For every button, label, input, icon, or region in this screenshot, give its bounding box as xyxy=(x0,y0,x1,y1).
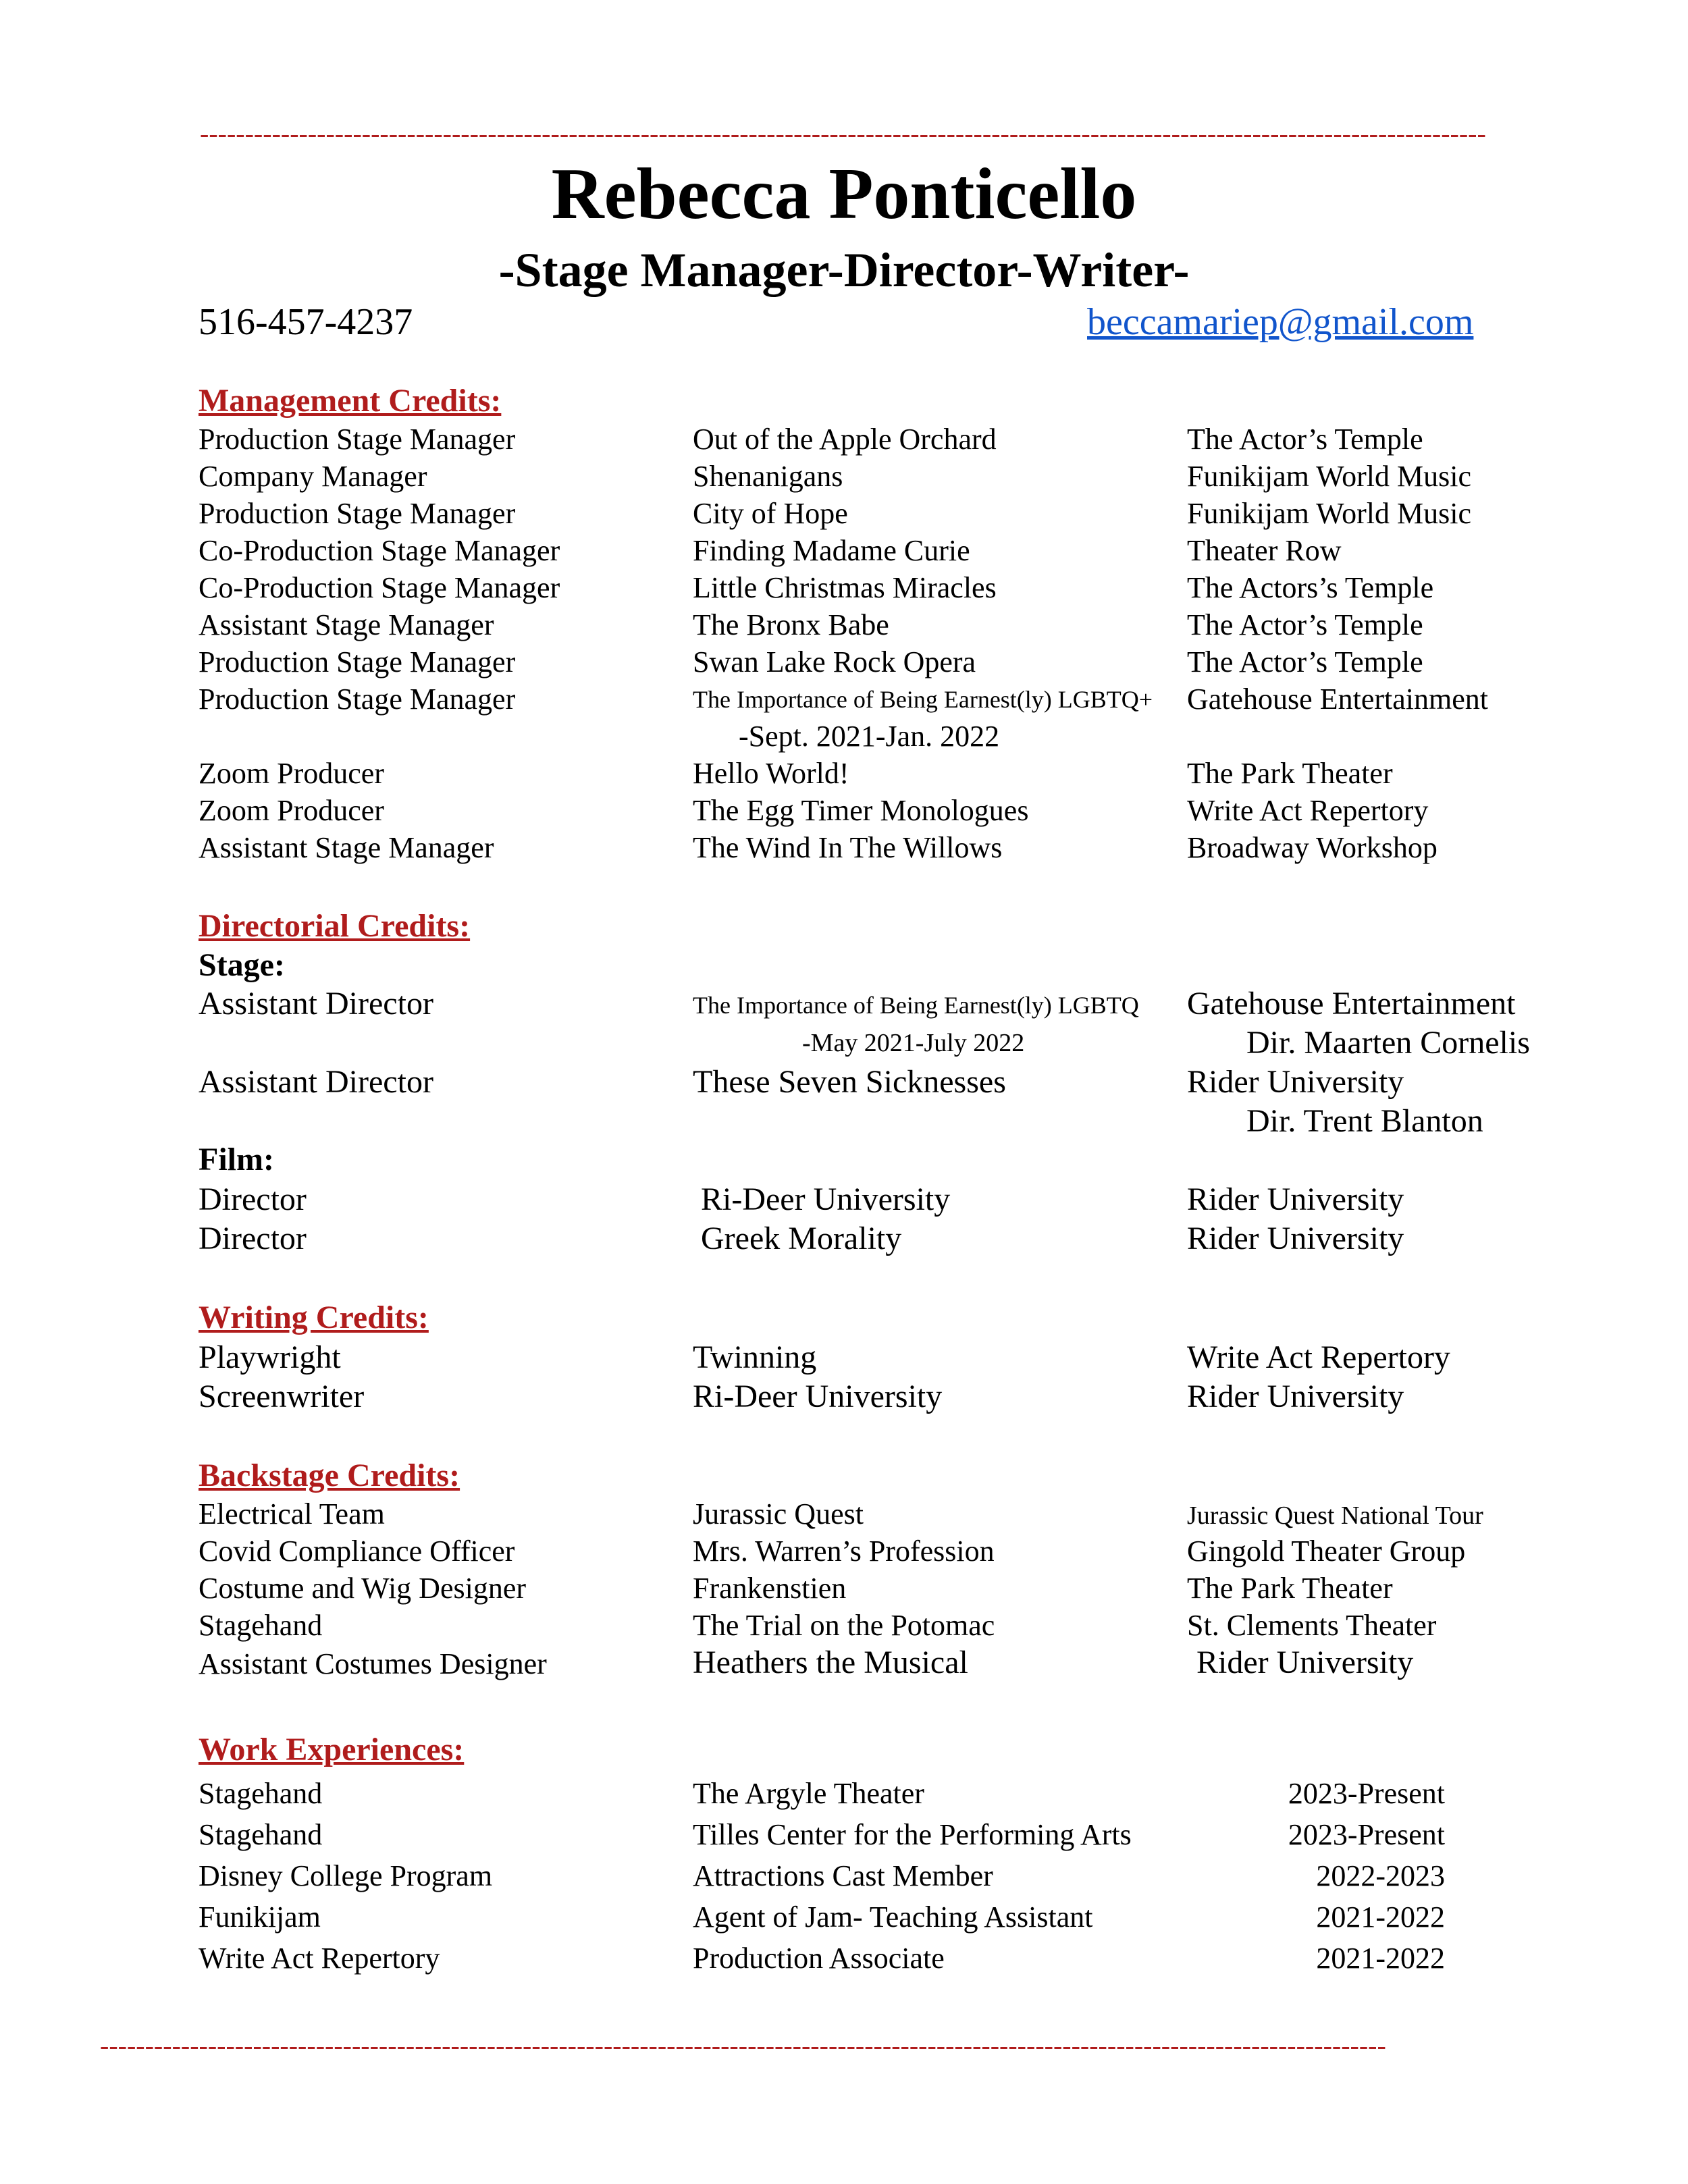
role: Production Stage Manager xyxy=(199,683,516,716)
role: Assistant Stage Manager xyxy=(199,608,494,641)
bottom-divider: ----------------------------------------------------------------------------------------------------------------------------------------------- xyxy=(100,2032,1386,2059)
production: Little Christmas Miracles xyxy=(693,571,997,604)
production: The Importance of Being Earnest(ly) LGBTQ+ xyxy=(693,686,1153,713)
company: Jurassic Quest National Tour xyxy=(1187,1501,1483,1530)
production: Out of the Apple Orchard xyxy=(693,423,997,456)
role: Playwright xyxy=(199,1339,341,1375)
company: The Park Theater xyxy=(1187,1572,1393,1605)
top-divider: ----------------------------------------------------------------------------------------------------------------------------------------------- xyxy=(200,120,1486,147)
director-name: Dir. Maarten Cornelis xyxy=(1246,1025,1530,1061)
role: Costume and Wig Designer xyxy=(199,1572,527,1605)
date-note: -Sept. 2021-Jan. 2022 xyxy=(739,720,1000,753)
company: Write Act Repertory xyxy=(1187,1339,1450,1375)
company: Gatehouse Entertainment xyxy=(1187,986,1516,1021)
role: Stagehand xyxy=(199,1609,323,1642)
company: Gatehouse Entertainment xyxy=(1187,683,1488,716)
director-name: Dir. Trent Blanton xyxy=(1246,1103,1483,1139)
role: Co-Production Stage Manager xyxy=(199,534,560,567)
company: The Park Theater xyxy=(1187,757,1393,790)
production: Hello World! xyxy=(693,757,849,790)
role: Director xyxy=(199,1221,307,1256)
employer: Disney College Program xyxy=(199,1859,493,1892)
management-heading: Management Credits: xyxy=(199,383,502,419)
company: The Actors’s Temple xyxy=(1187,571,1434,604)
company: Theater Row xyxy=(1187,534,1342,567)
employer: Stagehand xyxy=(199,1777,323,1810)
production: Twinning xyxy=(693,1339,817,1375)
dates: 2022-2023 xyxy=(1316,1859,1445,1892)
position: The Argyle Theater xyxy=(693,1777,924,1810)
role: Electrical Team xyxy=(199,1497,385,1530)
dates: 2023-Present xyxy=(1288,1777,1445,1810)
dates: 2021-2022 xyxy=(1316,1942,1445,1975)
phone-number: 516-457-4237 xyxy=(199,301,413,343)
role: Zoom Producer xyxy=(199,757,384,790)
production: The Importance of Being Earnest(ly) LGBTQ xyxy=(693,992,1139,1019)
role: Production Stage Manager xyxy=(199,497,516,530)
company: Rider University xyxy=(1187,1181,1404,1217)
employer: Funikijam xyxy=(199,1900,321,1934)
role: Assistant Stage Manager xyxy=(199,831,494,864)
role: Company Manager xyxy=(199,460,427,493)
production: Ri-Deer University xyxy=(701,1181,951,1217)
production: Jurassic Quest xyxy=(693,1497,864,1530)
position: Tilles Center for the Performing Arts xyxy=(693,1818,1132,1851)
company: Funikijam World Music xyxy=(1187,497,1471,530)
date-note: -May 2021-July 2022 xyxy=(802,1029,1025,1057)
role: Covid Compliance Officer xyxy=(199,1535,515,1568)
resume-name: Rebecca Ponticello xyxy=(551,154,1137,234)
role: Assistant Director xyxy=(199,1064,433,1100)
company: Gingold Theater Group xyxy=(1187,1535,1466,1568)
role: Assistant Costumes Designer xyxy=(199,1647,547,1680)
directorial-heading: Directorial Credits: xyxy=(199,908,471,944)
position: Agent of Jam- Teaching Assistant xyxy=(693,1900,1093,1934)
resume-subtitle: -Stage Manager-Director-Writer- xyxy=(498,243,1190,297)
writing-heading: Writing Credits: xyxy=(199,1300,429,1335)
role: Production Stage Manager xyxy=(199,645,516,678)
position: Production Associate xyxy=(693,1942,945,1975)
company: Write Act Repertory xyxy=(1187,794,1429,827)
production: Shenanigans xyxy=(693,460,843,493)
company: Rider University xyxy=(1187,1379,1404,1414)
company: The Actor’s Temple xyxy=(1187,608,1423,641)
production: The Trial on the Potomac xyxy=(693,1609,995,1642)
company: Broadway Workshop xyxy=(1187,831,1438,864)
production: Ri-Deer University xyxy=(693,1379,943,1414)
company: Rider University xyxy=(1187,1221,1404,1256)
dates: 2021-2022 xyxy=(1316,1900,1445,1934)
role: Co-Production Stage Manager xyxy=(199,571,560,604)
role: Zoom Producer xyxy=(199,794,384,827)
company: Rider University xyxy=(1196,1645,1414,1680)
work-heading: Work Experiences: xyxy=(199,1732,465,1767)
employer: Stagehand xyxy=(199,1818,323,1851)
role: Assistant Director xyxy=(199,986,433,1021)
company: The Actor’s Temple xyxy=(1187,645,1423,678)
position: Attractions Cast Member xyxy=(693,1859,993,1892)
role: Director xyxy=(199,1181,307,1217)
stage-label: Stage: xyxy=(199,947,285,983)
production: City of Hope xyxy=(693,497,848,530)
production: Greek Morality xyxy=(701,1221,902,1256)
production: The Wind In The Willows xyxy=(693,831,1003,864)
company: St. Clements Theater xyxy=(1187,1609,1437,1642)
email-link[interactable]: beccamariep@gmail.com xyxy=(1087,301,1474,343)
production: Swan Lake Rock Opera xyxy=(693,645,976,678)
company: The Actor’s Temple xyxy=(1187,423,1423,456)
production: Mrs. Warren’s Profession xyxy=(693,1535,995,1568)
role: Screenwriter xyxy=(199,1379,365,1414)
production: Frankenstien xyxy=(693,1572,847,1605)
production: Heathers the Musical xyxy=(693,1645,968,1680)
role: Production Stage Manager xyxy=(199,423,516,456)
dates: 2023-Present xyxy=(1288,1818,1445,1851)
production: These Seven Sicknesses xyxy=(693,1064,1006,1100)
production: Finding Madame Curie xyxy=(693,534,970,567)
production: The Bronx Babe xyxy=(693,608,889,641)
production: The Egg Timer Monologues xyxy=(693,794,1029,827)
employer: Write Act Repertory xyxy=(199,1942,440,1975)
film-label: Film: xyxy=(199,1142,274,1177)
company: Rider University xyxy=(1187,1064,1404,1100)
company: Funikijam World Music xyxy=(1187,460,1471,493)
backstage-heading: Backstage Credits: xyxy=(199,1458,460,1493)
